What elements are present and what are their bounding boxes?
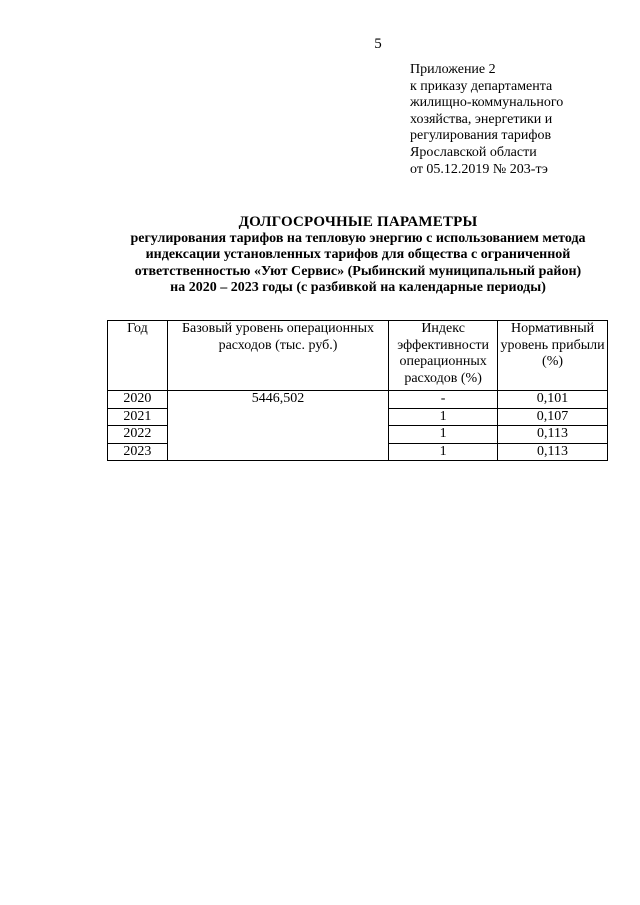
cell-index: - [389, 391, 498, 409]
title-line: регулирования тарифов на тепловую энергию с использованием метода [130, 230, 586, 246]
cell-base-level: 5446,502 [167, 391, 388, 461]
appendix-line: Ярославской области [410, 144, 537, 160]
header-base-level: Базовый уровень операционных расходов (тыс. руб.) [167, 321, 388, 391]
cell-profit: 0,107 [498, 408, 608, 426]
cell-year: 2022 [108, 426, 168, 444]
title-line: на 2020 – 2023 годы (с разбивкой на календарные периоды) [170, 280, 546, 295]
cell-index: 1 [389, 408, 498, 426]
cell-index: 1 [389, 443, 498, 461]
cell-index: 1 [389, 426, 498, 444]
appendix-reference [410, 62, 563, 178]
parameters-table [107, 320, 608, 461]
cell-year: 2021 [108, 408, 168, 426]
document-title [100, 214, 616, 297]
cell-profit: 0,113 [498, 443, 608, 461]
header-efficiency-index: Индекс эффективности операционных расходов (%) [389, 321, 498, 391]
table-row [108, 391, 608, 409]
header-year: Год [108, 321, 168, 391]
appendix-line: регулирования тарифов [410, 128, 552, 144]
header-profit-level: Нормативный уровень прибыли (%) [498, 321, 608, 391]
title-heading: ДОЛГОСРОЧНЫЕ ПАРАМЕТРЫ [238, 214, 478, 230]
page-number: 5 [374, 36, 382, 52]
cell-profit: 0,113 [498, 426, 608, 444]
table-header-row [108, 321, 608, 391]
appendix-line: к приказу департамента [410, 78, 553, 94]
cell-profit: 0,101 [498, 391, 608, 409]
appendix-line: хозяйства, энергетики и [410, 111, 553, 127]
cell-year: 2023 [108, 443, 168, 461]
title-line: ответственностью «Уют Сервис» (Рыбинский муниципальный район) [134, 263, 582, 279]
appendix-line: жилищно-коммунального [410, 95, 564, 111]
cell-year: 2020 [108, 391, 168, 409]
appendix-line: от 05.12.2019 № 203-тэ [410, 161, 548, 177]
appendix-line: Приложение 2 [410, 62, 496, 77]
title-line: индексации установленных тарифов для общества с ограниченной [145, 247, 571, 262]
